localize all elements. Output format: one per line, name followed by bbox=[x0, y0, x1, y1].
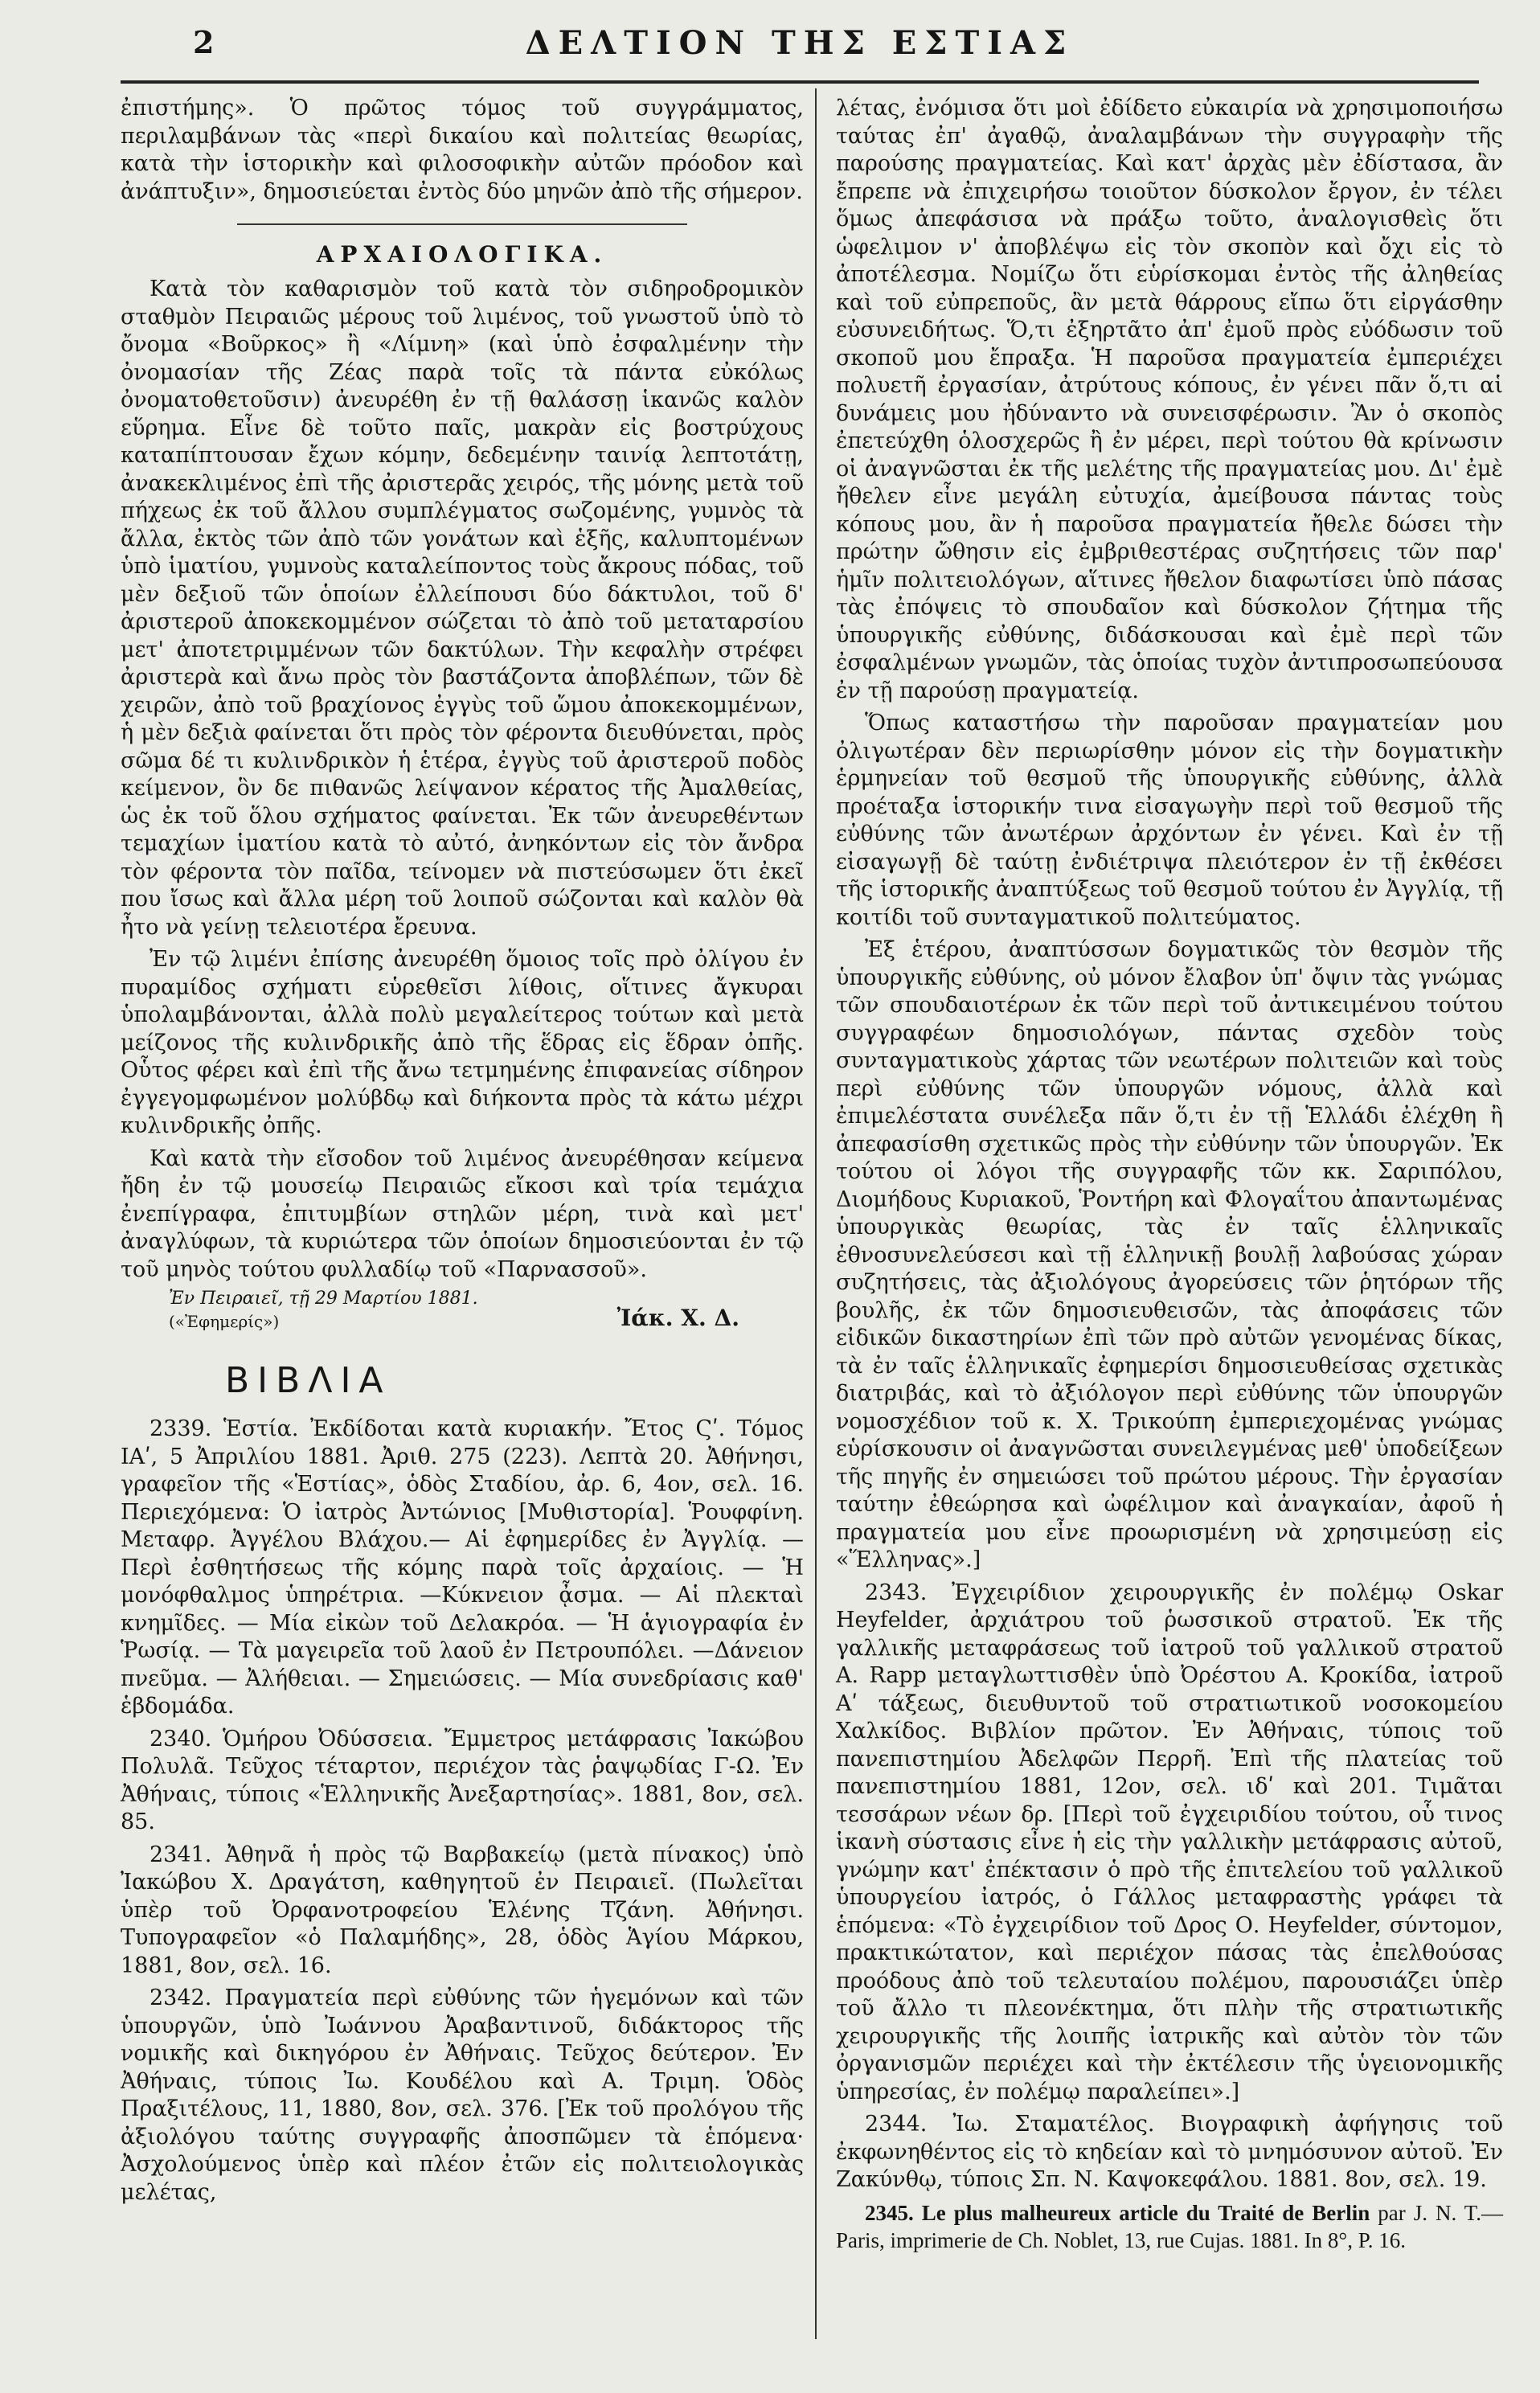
continued-paragraph: λέτας, ἐνόμισα ὅτι μοὶ ἐδίδετο εὐκαιρία νὰ χρησιμοποιήσω ταύτας ἐπ' ἀγαθῷ, ἀναλαμβάνων τὴν συγγραφὴν τῆς παρούσης πραγματείας. Καὶ κατ' ἀρχὰς μὲν ἐδίστασα, ἂν ἔπρεπε νὰ ἐπιχειρήσω τοιοῦτον δύσκολον ἔργον, ἐν τέλει ὅμως ἀπεφάσισα νὰ πράξω τοῦτο, ἀναλογισθεὶς ὅτι ὡφελιμον ν' ἀποβλέψω εἰς τὸν σκοπὸν καὶ ὄχι εἰς τὸ ἀποτέλεσμα. Νομίζω ὅτι εὑρίσκομαι ἐντὸς τῆς ἀληθείας καὶ τοῦ εὐπρεποῦς, ἂν μετὰ θάρρους εἴπω ὅτι εἰργάσθην εὐσυνειδήτως. Ὅ,τι ἐξηρτᾶτο ἀπ' ἐμοῦ πρὸς εὐόδωσιν τοῦ σκοποῦ μου ἔπραξα. Ἡ παροῦσα πραγματεία ἐμπεριέχει πολυετῆ ἐργασίαν, ἀτρύτους κόπους, ἐν γένει πᾶν ὅ,τι αἱ δυνάμεις μου ἠδύναντο νὰ συνεισφέρωσιν. Ἂν ὁ σκοπὸς ἐπετεύχθη ὁλοσχερῶς ἢ ἐν μέρει, περὶ τούτου θὰ κρίνωσιν οἱ ἀναγνῶσται ἐκ τῆς μελέτης τῆς πραγματείας μου. Δι' ἐμὲ ἤθελεν εἶνε μεγάλη εὐτυχία, ἀμείβουσα πάντας τοὺς κόπους μου, ἂν ἡ παροῦσα πραγματεία ἤθελε δώσει τὴν πρώτην ὤθησιν εἰς ἐμβριθεστέρας συζητήσεις τῶν παρ' ἡμῖν πολιτειολόγων, αἵτινες ἤθελον διαφωτίσει ὑπὸ πάσας τὰς ἐπόψεις τὸ σπουδαῖον καὶ δύσκολον ζήτημα τῆς ὑπουργικῆς εὐθύνης, διδάσκουσαι καὶ ἐμὲ περὶ τῶν ἐσφαλμένων γνωμῶν, τὰς ὁποίας τυχὸν ἀντιπροσωπεύουσα ἐν τῇ παρούσῃ πραγματείᾳ. bbox=[836, 96, 1503, 703]
left-column bbox=[121, 95, 804, 2211]
book-entry-french bbox=[836, 2199, 1503, 2255]
archaeology-paragraph: Ἐν τῷ λιμένι ἐπίσης ἀνευρέθη ὅμοιος τοῖς πρὸ ὀλίγου ἐν πυραμίδος σχήματι εὑρεθεῖσι λίθοις, οἵτινες ἄγκυραι ὑπολαμβάνονται, ἀλλὰ πολὺ μεγαλείτερος τούτων καὶ μετὰ μείζονος τῆς κυλινδρικῆς ἀπὸ τῆς ἕδρας εἰς ἕδραν ὀπῆς. Οὗτος φέρει καὶ ἐπὶ τῆς ἄνω τετμημένης ἐπιφανείας σίδηρον ἐγγεγομφωμένον μολύβδῳ καὶ διήκοντα πρὸς τὰ κάτω μέχρι κυλινδρικῆς ὀπῆς. bbox=[121, 947, 804, 1138]
running-head: ΔΕΛΤΙΟΝ ΤΗΣ ΕΣΤΙΑΣ bbox=[525, 24, 1075, 62]
author-initials: Ἰάκ. Χ. Δ. bbox=[616, 1305, 739, 1331]
book-entry: 2342. Πραγματεία περὶ εὐθύνης τῶν ἡγεμόνων καὶ τῶν ὑπουργῶν, ὑπὸ Ἰωάννου Ἀραβαντινοῦ, διδάκτορος τῆς νομικῆς καὶ δικηγόρου ἐν Ἀθήναις. Τεῦχος δεύτερον. Ἐν Ἀθήναις, τύποις Ἰω. Κουδέλου καὶ Α. Τριμη. Ὁδὸς Πραξιτέλους, 11, 1880, 8ον, σελ. 376. [Ἐκ τοῦ προλόγου τῆς ἀξιολόγου ταύτης συγγραφῆς ἀποσπῶμεν τὰ ἑπόμενα· Ἀσχολούμενος ὑπὲρ καὶ πλέον ἐτῶν εἰς πολιτειολογικὰς μελέτας, bbox=[121, 1985, 804, 2205]
entry-title: Le plus malheureux article du Traité de Berlin bbox=[921, 2200, 1370, 2225]
source-note: («Ἐφημερίς») bbox=[169, 1312, 280, 1331]
section-rule bbox=[237, 223, 687, 225]
book-entry: 2341. Ἀθηνᾶ ἡ πρὸς τῷ Βαρβακείῳ (μετὰ πίνακος) ὑπὸ Ἰακώβου Χ. Δραγάτση, καθηγητοῦ ἐν Πειραιεῖ. (Πωλεῖται ὑπὲρ τοῦ Ὀρφανοτροφείου Ἑλένης Τζάνη. Ἀθήνησι. Τυπογραφεῖον «ὁ Παλαμήδης», 28, ὁδὸς Ἁγίου Μάρκου, 1881, 8ον, σελ. 16. bbox=[121, 1842, 804, 1978]
books-section-title: ΒΙΒΛΙΑ bbox=[225, 1360, 391, 1401]
book-entry: 2344. Ἰω. Σταματέλος. Βιογραφικὴ ἀφήγησις τοῦ ἐκφωνηθέντος εἰς τὸ κηδείαν καὶ τὸ μνημόσυνον αὐτοῦ. Ἐν Ζακύνθῳ, τύποις Σπ. Ν. Καψοκεφάλου. 1881. 8ον, σελ. 19. bbox=[836, 2112, 1503, 2192]
page-header bbox=[121, 24, 1479, 72]
right-column bbox=[836, 95, 1503, 2260]
archaeology-title: ΑΡΧΑΙΟΛΟΓΙΚΑ. bbox=[316, 241, 608, 268]
intro-paragraph: ἐπιστήμης». Ὁ πρῶτος τόμος τοῦ συγγράμματος, περιλαμβάνων τὰς «περὶ δικαίου καὶ πολιτείας θεωρίας, κατὰ τὴν ἱστορικὴν καὶ φιλοσοφικὴν αὐτῶν πρόοδον καὶ ἀνάπτυξιν», δημοσιεύεται ἐντὸς δύο μηνῶν ἀπὸ τῆς σήμερον. bbox=[121, 96, 804, 204]
entry-details: par J. N. T.—Paris, imprimerie de Ch. Noblet, 13, rue Cujas. 1881. In 8°, P. 16. bbox=[836, 2200, 1504, 2252]
book-entry: 2339. Ἑστία. Ἐκδίδοται κατὰ κυριακήν. Ἔτος Ϛʹ. Τόμος ΙΑʹ, 5 Ἀπριλίου 1881. Ἀριθ. 275 (223). Λεπτὰ 20. Ἀθήνησι, γραφεῖον τῆς «Ἑστίας», ὁδὸς Σταδίου, ἀρ. 6, 4ον, σελ. 16. Περιεχόμενα: Ὁ ἰατρὸς Ἀντώνιος [Μυθιστορία]. Ῥουφφίνη. Μεταφρ. Ἀγγέλου Βλάχου.— Αἱ ἐφημερίδες ἐν Ἀγγλίᾳ. — Περὶ ἐσθητήσεως τῆς κόμης παρὰ τοῖς ἀρχαίοις. — Ἡ μονόφθαλμος ὑπηρέτρια. —Κύκνειον ᾆσμα. — Αἱ πλεκταὶ κνημῖδες. — Μία εἰκὼν τοῦ Δελακρόα. — Ἡ ἁγιογραφία ἐν Ῥωσίᾳ. — Τὰ μαγειρεῖα τοῦ λαοῦ ἐν Πετρουπόλει. —Δάνειον πνεῦμα. — Ἀλήθειαι. — Σημειώσεις. — Μία συνεδρίασις καθ' ἑβδομάδα. bbox=[121, 1416, 804, 1719]
preface-paragraph: Ἐξ ἑτέρου, ἀναπτύσσων δογματικῶς τὸν θεσμὸν τῆς ὑπουργικῆς εὐθύνης, οὐ μόνον ἔλαβον ὑπ' ὄψιν τὰς γνώμας τῶν σπουδαιοτέρων ἐκ τῶν περὶ τοῦ ἀντικειμένου τούτου συγγραφέων δημοσιολόγων, πάντας σχεδὸν τοὺς συνταγματικοὺς χάρτας τῶν νεωτέρων πολιτειῶν καὶ τοὺς περὶ εὐθύνης τῶν ὑπουργῶν νόμους, ἀλλὰ καὶ ἐπιμελέστατα συνέλεξα πᾶν ὅ,τι ἐν τῇ Ἑλλάδι ἐλέχθη ἢ ἀπεφασίσθη σχετικῶς πρὸς τὴν εὐθύνην τῶν ὑπουργῶν. Ἐκ τούτου οἱ λόγοι τῆς συγγραφῆς τῶν κκ. Σαριπόλου, Διομήδους Κυριακοῦ, Ῥοντήρη καὶ Φλογαΐτου ἀπαντωμένας ὑπουργικὰς θεωρίας, τὰς ἐν ταῖς ἑλληνικαῖς ἐθνοσυνελεύσεσι καὶ τῇ ἑλληνικῇ βουλῇ λαβούσας χώραν συζητήσεις, τὰς ἀξιολόγους ἀγορεύσεις τῶν ῥητόρων τῆς βουλῆς, ἐκ τῶν δημοσιευθεισῶν, τὰς ἀποφάσεις τῶν εἰδικῶν δικαστηρίων ἐπὶ τῶν πρὸ αὐτῶν γενομένας δίκας, τὰ ἐν ταῖς ἑλληνικαῖς ἐφημερίσι δημοσιευθείσας σχετικὰς διατριβάς, καὶ τὸ ἀξιόλογον περὶ εὐθύνης τῶν ὑπουργῶν νομοσχέδιον τοῦ κ. Χ. Τρικούπη ἐμπεριεχομένας γνώμας εὑρίσκουσιν οἱ ἀναγνῶσται συνειλεγμένας μεθ' ὑποδείξεων τῆς πηγῆς ἐν σημειώσει τοῦ πρώτου μέρους. Τὴν ἐργασίαν ταύτην ἐθεώρησα καὶ ὠφέλιμον καὶ ἀναγκαίαν, ἀφοῦ ἡ πραγματεία μου εἶνε προωρισμένη νὰ χρησιμεύσῃ εἰς «Ἕλληνας».] bbox=[836, 937, 1503, 1572]
signoff-left bbox=[121, 1289, 478, 1331]
page-number: 2 bbox=[193, 24, 215, 60]
book-entry: 2343. Ἐγχειρίδιον χειρουργικῆς ἐν πολέμῳ Oskar Heyfelder, ἀρχιάτρου τοῦ ῥωσσικοῦ στρατοῦ. Ἐκ τῆς γαλλικῆς μεταφράσεως τοῦ ἰατροῦ τοῦ γαλλικοῦ στρατοῦ A. Rapp μεταγλωττισθὲν ὑπὸ Ὀρέστου Α. Κροκίδα, ἰατροῦ Αʹ τάξεως, διευθυντοῦ τοῦ στρατιωτικοῦ νοσοκομείου Χαλκίδος. Βιβλίον πρῶτον. Ἐν Ἀθήναις, τύποις τοῦ πανεπιστημίου Ἀδελφῶν Περρῆ. Ἐπὶ τῆς πλατείας τοῦ πανεπιστημίου 1881, 12ον, σελ. ιδʹ καὶ 201. Τιμᾶται τεσσάρων νέων δρ. [Περὶ τοῦ ἐγχειριδίου τούτου, οὗ τινος ἱκανὴ σύστασις εἶνε ἡ εἰς τὴν γαλλικὴν μετάφρασις αὐτοῦ, γνώμην κατ' ἐπέκτασιν ὁ πρὸ τῆς ἐπιτελείου τοῦ γαλλικοῦ ὑπουργείου ἰατρός, ὁ Γάλλος μεταφραστὴς γράφει τὰ ἑπόμενα: «Τὸ ἐγχειρίδιον τοῦ Δρος Ο. Heyfelder, σύντομον, πρακτικώτατον, καὶ περιέχον πάσας τὰς ἐπελθούσας προόδους ἀπὸ τοῦ τελευταίου πολέμου, παρουσιάζει ὑπὲρ τοῦ ἄλλο τι πλεονέκτημα, ὅτι πλὴν τῆς στρατιωτικῆς χειρουργικῆς τῆς λοιπῆς ἰατρικῆς καὶ αὐτὸν τὸν τῶν ὀργανισμῶν περιέχει καὶ τὴν ἐκτέλεσιν τῆς ὑγειονομικῆς ὑπηρεσίας, ἐν πολέμῳ παραλείπει».] bbox=[836, 1580, 1503, 2104]
preface-paragraph: Ὅπως καταστήσω τὴν παροῦσαν πραγματείαν μου ὀλιγωτέραν δὲν περιωρίσθην μόνον εἰς τὴν δογματικὴν ἑρμηνείαν τοῦ θεσμοῦ τῆς ὑπουργικῆς εὐθύνης, ἀλλὰ προέταξα ἱστορικήν τινα εἰσαγωγὴν περὶ τοῦ θεσμοῦ τῆς εὐθύνης τῶν ἀνωτέρων ἀρχόντων ἐν γένει. Καὶ ἐν τῇ εἰσαγωγῇ δὲ ταύτῃ ἐνδιέτριψα πλειότερον ἐν τῇ ἐκθέσει τῆς ἱστορικῆς ἀναπτύξεως τοῦ θεσμοῦ τούτου ἐν Ἀγγλίᾳ, τῇ κοιτίδι τοῦ συνταγματικοῦ πολιτεύματος. bbox=[836, 711, 1503, 930]
header-rule bbox=[121, 80, 1479, 84]
archaeology-paragraph: Κατὰ τὸν καθαρισμὸν τοῦ κατὰ τὸν σιδηροδρομικὸν σταθμὸν Πειραιῶς μέρους τοῦ λιμένος, τοῦ γνωστοῦ ὑπὸ τὸ ὄνομα «Βοῦρκος» ἢ «Λίμνη» (καὶ ὑπὸ ἐσφαλμένην τὴν ὀνομασίαν τῆς Ζέας παρὰ τοῖς τὰ πάντα εὐκόλως ὀνοματοθετοῦσιν) ἀνευρέθη ἐν τῇ θαλάσσῃ ἱκανῶς καλὸν εὕρημα. Εἶνε δὲ τοῦτο παῖς, μακρὰν εἰς βοστρύχους καταπίπτουσαν ἔχων κόμην, δεδεμένην ταινίᾳ λεπτοτάτῃ, ἀνακεκλιμένος ἐπὶ τῆς ἀριστερᾶς χειρός, τῆς μόνης μετὰ τοῦ πήχεως ἐκ τοῦ ἄλλου συμπλέγματος σωζομένης, γυμνὸς τὰ ἄλλα, ἐκτὸς τῶν ἀπὸ τῶν γονάτων καὶ ἑξῆς, καλυπτομένων ὑπὸ ἱματίου, γυμνοὺς καταλείποντος τοὺς ἄκρους πόδας, τοῦ μὲν δεξιοῦ τῶν ὁποίων ἐλλείπουσι δύο δάκτυλοι, τοῦ δ' ἀριστεροῦ ἀποκεκομμένον σώζεται τὸ ἀπὸ τοῦ μεταταρσίου μετ' ἀποτετριμμένων τῶν δακτύλων. Τὴν κεφαλὴν στρέφει ἀριστερὰ καὶ ἄνω πρὸς τὸν βαστάζοντα ἀποβλέπων, τῶν δὲ χειρῶν, ἀπὸ τοῦ βραχίονος ἐγγὺς τοῦ ὤμου ἀποκεκομμένων, ἡ μὲν δεξιὰ φαίνεται ὅτι πρὸς τὸν φέροντα διευθύνεται, πρὸς σῶμα δέ τι κυλινδρικὸν ἡ ἑτέρα, ἐγγὺς τοῦ ἀριστεροῦ ποδὸς κείμενον, ὃν δε πιθανῶς λείψανον κέρατος τῆς Ἀμαλθείας, ὡς ἐκ τοῦ ὅλου σχήματος φαίνεται. Ἐκ τῶν ἀνευρεθέντων τεμαχίων ἱματίου κατὰ τὸ αὐτό, ἀνηκόντων εἰς τὸν ἄνδρα τὸν φέροντα τὸν παῖδα, τείνομεν νὰ πιστεύσωμεν ὅτι ἐκεῖ που ἴσως καὶ ἄλλα μέρη τοῦ λοιποῦ σώζονται καὶ καλὸν θὰ ἦτο νὰ γείνῃ τελειοτέρα ἔρευνα. bbox=[121, 277, 804, 940]
entry-number: 2345. bbox=[865, 2200, 914, 2225]
dateline: Ἐν Πειραιεῖ, τῇ 29 Μαρτίου 1881. bbox=[169, 1289, 478, 1309]
column-divider bbox=[815, 88, 817, 2339]
book-entry: 2340. Ὁμήρου Ὀδύσσεια. Ἔμμετρος μετάφρασις Ἰακώβου Πολυλᾶ. Τεῦχος τέταρτον, περιέχον τὰς ῥαψῳδίας Γ-Ω. Ἐν Ἀθήναις, τύποις «Ἑλληνικῆς Ἀνεξαρτησίας». 1881, 8ον, σελ. 85. bbox=[121, 1726, 804, 1834]
article-signoff bbox=[121, 1289, 804, 1331]
archaeology-paragraph: Καὶ κατὰ τὴν εἴσοδον τοῦ λιμένος ἀνευρέθησαν κείμενα ἤδη ἐν τῷ μουσείῳ Πειραιῶς εἴκοσι καὶ τρία τεμάχια ἐνεπίγραφα, ἐπιτυμβίων στηλῶν μέρη, τινὰ καὶ μετ' ἀναγλύφων, τὰ κυριώτερα τῶν ὁποίων δημοσιεύονται ἐν τῷ τοῦ μηνὸς τούτου φυλλαδίῳ τοῦ «Παρνασσοῦ». bbox=[121, 1145, 804, 1282]
